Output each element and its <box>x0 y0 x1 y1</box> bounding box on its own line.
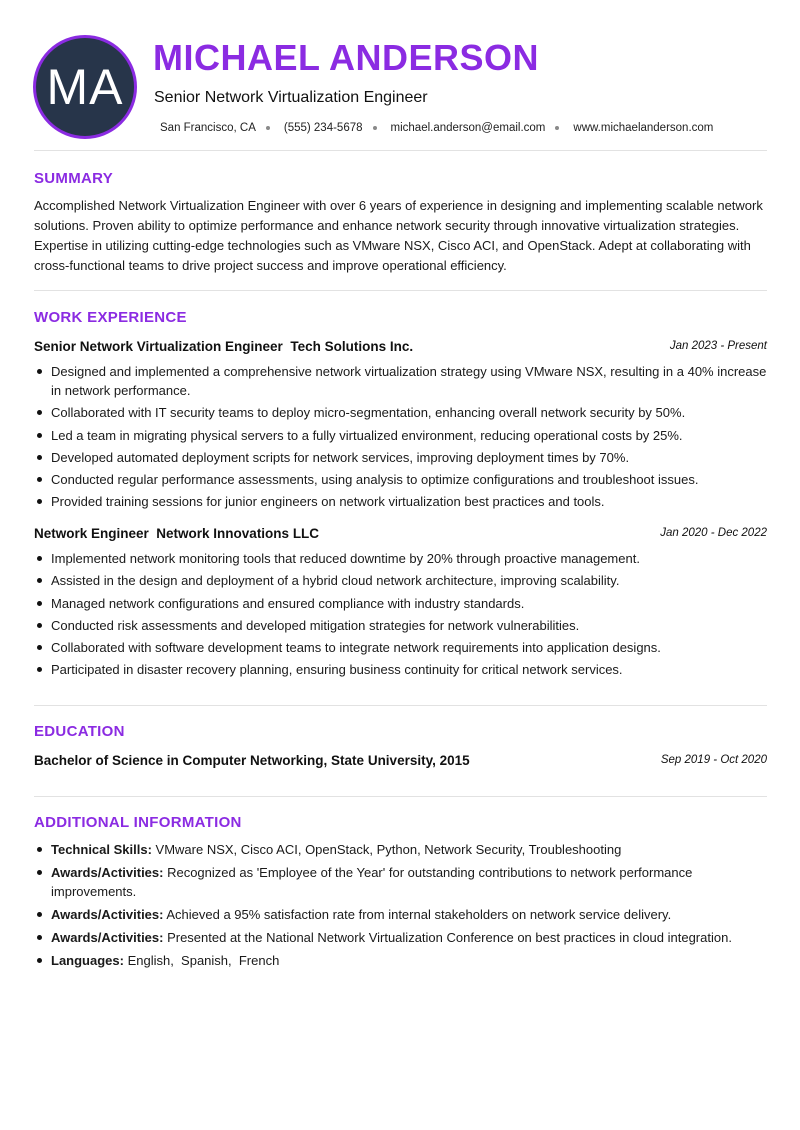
info-text: Presented at the National Network Virtualization Conference on best practices in cloud integration. <box>163 930 732 945</box>
job-company: Network Innovations LLC <box>156 525 320 541</box>
info-label: Languages: <box>51 953 124 968</box>
experience-heading: WORK EXPERIENCE <box>34 309 187 326</box>
list-item: Provided training sessions for junior engineers on network virtualization best practices and tools. <box>34 492 767 511</box>
list-item: Collaborated with IT security teams to deploy micro-segmentation, enhancing overall network security by 50%. <box>34 403 767 422</box>
job-header <box>34 337 767 355</box>
candidate-title: Senior Network Virtualization Engineer <box>154 89 428 106</box>
info-label: Awards/Activities: <box>51 865 164 880</box>
job-role: Network Engineer <box>34 525 149 541</box>
list-item: Conducted risk assessments and developed mitigation strategies for network vulnerabilities. <box>34 616 767 635</box>
job-bullets <box>34 549 767 683</box>
info-label: Awards/Activities: <box>51 930 164 945</box>
additional-list <box>34 840 767 974</box>
candidate-name: MICHAEL ANDERSON <box>153 37 540 78</box>
info-text: VMware NSX, Cisco ACI, OpenStack, Python, Network Security, Troubleshooting <box>151 842 622 857</box>
job-bullets <box>34 362 767 515</box>
job-company: Tech Solutions Inc. <box>290 338 414 354</box>
section-divider <box>34 705 767 706</box>
section-divider <box>34 796 767 797</box>
list-item <box>34 905 767 924</box>
list-item: Assisted in the design and deployment of a hybrid cloud network architecture, improving scalability. <box>34 571 767 590</box>
contact-phone: (555) 234-5678 <box>283 122 363 134</box>
job-dates: Jan 2023 - Present <box>669 340 767 352</box>
avatar <box>33 35 137 139</box>
list-item <box>34 840 767 859</box>
list-item: Collaborated with software development teams to integrate network requirements into application designs. <box>34 638 767 657</box>
info-label: Technical Skills: <box>51 842 152 857</box>
info-text: Achieved a 95% satisfaction rate from internal stakeholders on network service delivery. <box>163 907 672 922</box>
info-text: English, Spanish, French <box>123 953 280 968</box>
bullet-separator-icon <box>373 126 377 130</box>
bullet-separator-icon <box>555 126 559 130</box>
additional-heading: ADDITIONAL INFORMATION <box>34 814 242 831</box>
job-role: Senior Network Virtualization Engineer <box>34 338 283 354</box>
summary-heading: SUMMARY <box>34 170 114 187</box>
summary-text: Accomplished Network Virtualization Engineer with over 6 years of experience in designing and implementing scalable network solutions. Proven ability to optimize performance and enhance network security through innovative virtualization strategies. Expertise in utilizing cutting-edge technologies such as VMware NSX, Cisco ACI, and OpenStack. Adept at collaborating with cross-functional teams to drive project success and improve operational efficiency. <box>34 198 763 273</box>
education-heading: EDUCATION <box>34 723 125 740</box>
list-item: Participated in disaster recovery planning, ensuring business continuity for critical network services. <box>34 660 767 679</box>
section-divider <box>34 150 767 151</box>
job-header <box>34 524 767 542</box>
info-label: Awards/Activities: <box>51 907 164 922</box>
education-dates: Sep 2019 - Oct 2020 <box>660 754 767 766</box>
education-degree: Bachelor of Science in Computer Networking, State University, 2015 <box>34 752 470 768</box>
list-item: Led a team in migrating physical servers to a fully virtualized environment, reducing operational costs by 25%. <box>34 426 767 445</box>
list-item: Developed automated deployment scripts for network services, improving deployment times by 70%. <box>34 448 767 467</box>
job-role-company <box>34 526 319 541</box>
contact-email[interactable]: michael.anderson@email.com <box>390 122 546 134</box>
bullet-separator-icon <box>266 126 270 130</box>
list-item: Conducted regular performance assessments, using analysis to optimize configurations and troubleshoot issues. <box>34 470 767 489</box>
list-item <box>34 863 767 901</box>
list-item: Managed network configurations and ensured compliance with industry standards. <box>34 594 767 613</box>
job-role-company <box>34 339 413 354</box>
section-divider <box>34 290 767 291</box>
education-entry <box>34 751 767 769</box>
list-item: Implemented network monitoring tools that reduced downtime by 20% through proactive management. <box>34 549 767 568</box>
list-item <box>34 928 767 947</box>
list-item: Designed and implemented a comprehensive network virtualization strategy using VMware NSX, resulting in a 40% increase in network performance. <box>34 362 767 400</box>
contact-website[interactable]: www.michaelanderson.com <box>573 122 714 134</box>
list-item <box>34 951 767 970</box>
avatar-initials: MA <box>46 59 124 115</box>
job-dates: Jan 2020 - Dec 2022 <box>660 527 767 539</box>
contact-location: San Francisco, CA <box>160 122 256 134</box>
info-text: Recognized as 'Employee of the Year' for outstanding contributions to network performance improvements. <box>51 865 693 899</box>
contact-line <box>160 120 713 136</box>
